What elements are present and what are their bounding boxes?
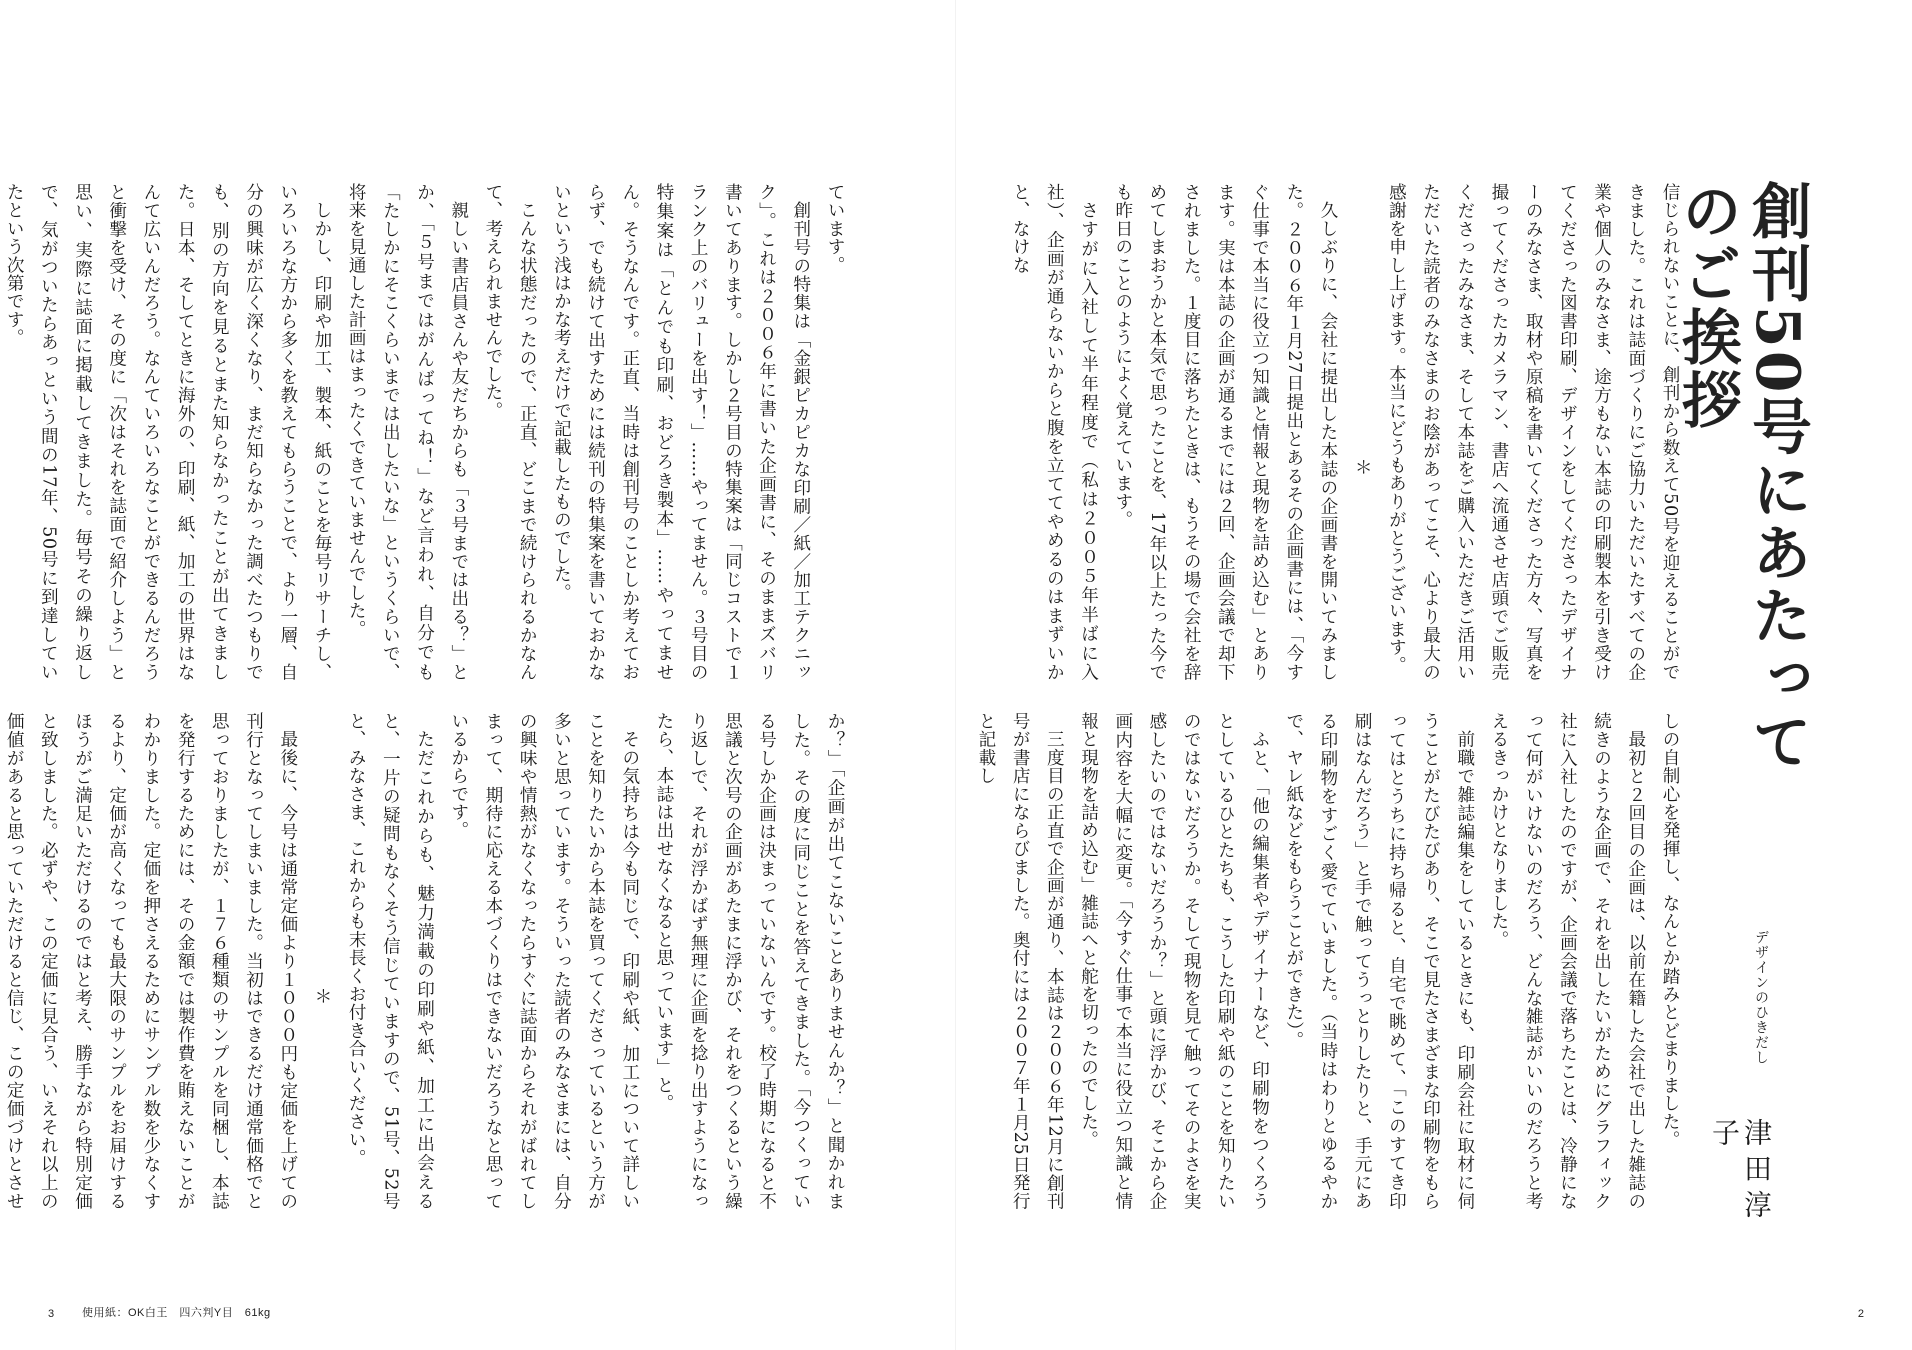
body-paragraph: ています。	[825, 183, 845, 274]
section-divider: ＊	[1352, 458, 1373, 477]
body-paragraph: 三度目の正直で企画が通り、本誌は２００６年12月に創刊号が書店にならびました。奥付には２００７年１月25日発行と記載し	[975, 712, 1065, 1210]
right-page-top-text	[1010, 183, 1687, 681]
body-paragraph: 久しぶりに、会社に提出した本誌の企画書を開いてみました。２００６年１月27日提出とあるその企画書には、「今すぐ仕事で本当に役立つ知識と情報と現物を詰め込む」とあります。実は本誌の企画が通るまでには２回、企画会議で却下されました。１度目に落ちたときは、もうその場で会社を辞めてしまおうかと本気で思ったことを、17年以上たった今でも昨日のことのようによく覚えています。	[1112, 183, 1338, 681]
page-gutter	[955, 0, 956, 1350]
body-paragraph: こんな状態だったので、正直、どこまで続けられるかなんて、考えられませんでした。	[482, 183, 538, 681]
body-paragraph: 最後に、今号は通常定価より１０００円も定価を上げての刊行となってしまいました。当初はできるだけ通常価格でと思っておりましたが、１７６種類のサンプルを同梱し、本誌を発行するためには、その金額では製作費を賄えないことがわかりました。定価を押さえるためにサンプル数を少なくするより、定価が高くなっても最大限のサンプルをお届けするほうがご満足いただけるのではと考え、勝手ながら特別定価と致しました。必ずや、この定価に見合う、いえそれ以上の価値があると思っていただけると信じ、この定価づけとさせ	[4, 712, 298, 1210]
left-page-top-text	[4, 183, 852, 681]
body-paragraph: しかし、印刷や加工、製本、紙のことを毎号リサーチし、いろいろな方から多くを教えてもらうことで、より一層、自分の興味が広く深くなり、まだ知らなかった調べたつもりでも、別の方向を見るとまた知らなかったことが出てきました。日本、そしてときに海外の、印刷、紙、加工の世界はなんて広いんだろう。なんていろいろなことができるんだろうと衝撃を受け、その度に「次はそれを誌面で紹介しよう」と思い、実際に誌面に掲載してきました。毎号その繰り返しで、気がついたらあっという間の17年、50号に到達していたという次第です。	[4, 183, 332, 681]
section-divider: ＊	[311, 987, 332, 1006]
body-paragraph: しの自制心を発揮し、なんとか踏みとどまりました。	[1660, 712, 1680, 1149]
right-page-bottom-text	[975, 712, 1687, 1210]
body-paragraph: 前職で雑誌編集をしているときにも、印刷会社に取材に伺うことがたびたびあり、そこで見たさまざまな印刷物をもらってはとうちに持ち帰ると、自宅で眺めて、「このすてき印刷はなんだろう」と手で触ってうっとりしたりと、手元にある印刷物をすごく愛でていました。（当時はわりとゆるやかで、ヤレ紙などをもらうことができた）。	[1283, 712, 1475, 1210]
right-page-number: 2	[1857, 1308, 1864, 1320]
left-page-number: 3	[48, 1308, 55, 1320]
body-paragraph: その気持ちは今も同じで、印刷や紙、加工について詳しいことを知りたいから本誌を買ってくださっているという方が多いと思っています。そういった読者のみなさまには、自分の興味や情熱がなくなったらすぐに誌面からそれがばれてしまって、期待に応える本づくりはできないだろうなと思っているからです。	[448, 712, 640, 1210]
left-page-bottom-text	[4, 712, 852, 1210]
paper-spec-note: 使用紙：OK白王 四六判Y目 61kg	[82, 1307, 271, 1319]
body-paragraph: 創刊号の特集は「金銀ピカピカな印刷／紙／加工テクニック」。これは２００６年に書いた企画書に、そのままズバリ書いてあります。しかし２号目の特集案は「同じコストで１ランク上のバリューを出す！」……やってません。３号目の特集案は「とんでも印刷、おどろき製本」……やってません。そうなんです。正直、当時は創刊号のことしか考えておらず、でも続けて出すためには続刊の特集案を書いておかないという浅はかな考えだけで記載したものでした。	[551, 183, 811, 681]
byline-label: デザインのひきだし	[1753, 930, 1769, 1065]
body-paragraph: さすがに入社して半年程度で（私は２００５年半ばに入社）、企画が通らないからと腹を立ててやめるのはまずいかと、なけな	[1010, 183, 1099, 681]
body-paragraph: 最初と２回目の企画は、以前在籍した会社で出した雑誌の続きのような企画で、それを出したいがためにグラフィック社に入社したのですが、企画会議で落ちたことは、冷静になって何がいけないのだろう、どんな雑誌がいいのだろうと考えるきっかけとなりました。	[1488, 712, 1646, 1210]
body-paragraph: か？」「企画が出てこないことありませんか？」と聞かれました。その度に同じことを答えてきました。「今つくっている号しか企画は決まっていないんです。校了時期になると不思議と次号の企画があたまに浮かび、それをつくるという繰り返しで、それが浮かばず無理に企画を捻り出すようになったら、本誌は出せなくなると思っています」と。	[653, 712, 845, 1210]
body-paragraph: 親しい書店員さんや友だちからも「３号までは出る？」とか、「５号まではがんばってね！」など言われ、自分でも「たしかにそこくらいまでは出したいな」というくらいで、将来を見通した計画はまったくできていませんでした。	[346, 183, 469, 681]
author-name: 津田淳子	[1708, 1118, 1773, 1226]
body-paragraph: ただこれからも、魅力満載の印刷や紙、加工に出会えると、一片の疑問もなくそう信じていますので、51号、52号と、みなさま、これからも末長くお付き合いください。	[346, 712, 435, 1210]
body-paragraph: ふと、「他の編集者やデザイナーなど、印刷物をつくろうとしているひとたちも、こうした印刷や紙のことを知りたいのではないだろうか。そして現物を見て触ってそのよさを実感したいのではないだろうか？」と頭に浮かび、そこから企画内容を大幅に変更。「今すぐ仕事で本当に役立つ知識と情報と現物を詰め込む」雑誌へと舵を切ったのでした。	[1078, 712, 1270, 1210]
article-title: 創刊50号にあたってのご挨拶	[1672, 180, 1812, 774]
body-paragraph: 信じられないことに、創刊から数えて50号を迎えることができました。これは誌面づくりにご協力いただいたすべての企業や個人のみなさま、途方もない本誌の印刷製本を引き受けてくださった図書印刷、デザインをしてくださったデザイナーのみなさま、取材や原稿を書いてくださった方々、写真を撮ってくださったカメラマン、書店へ流通させ店頭でご販売くださったみなさま、そして本誌をご購入いただきご活用いただいた読者のみなさまのお陰があってこそ、心より最大の感謝を申し上げます。本当にどうもありがとうございます。	[1386, 183, 1680, 681]
